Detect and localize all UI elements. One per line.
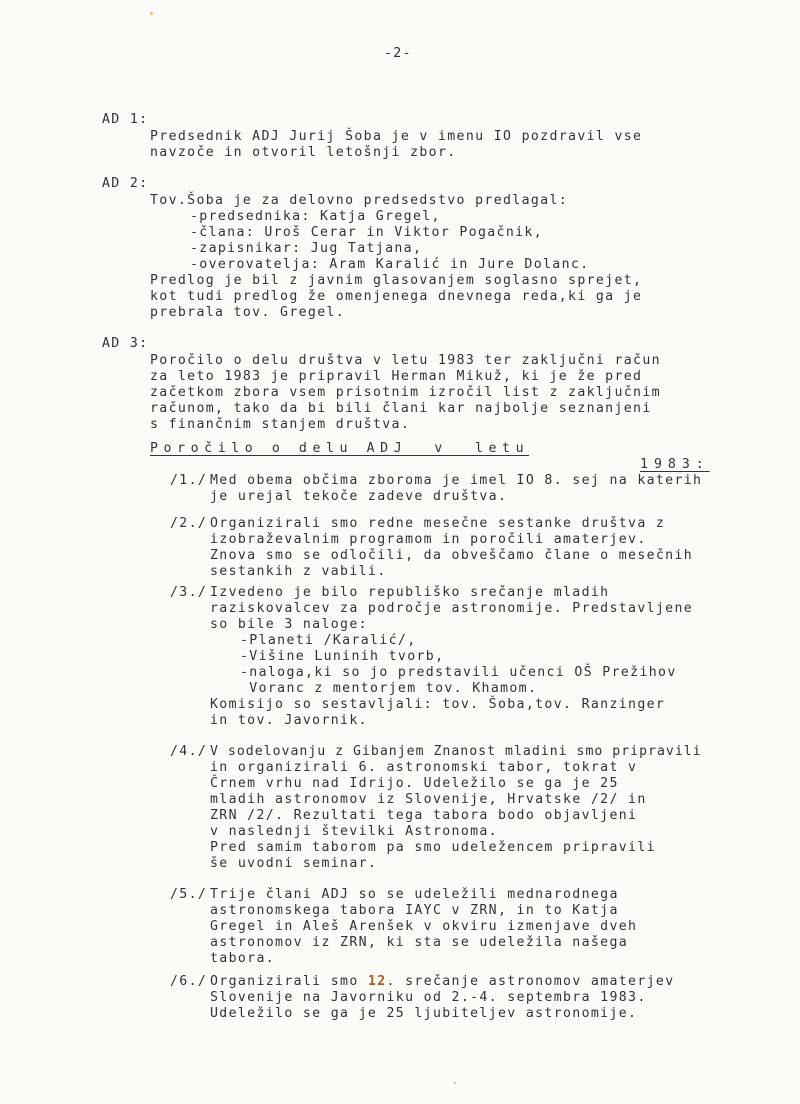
item-line: so bile 3 naloge: [210,617,368,632]
ad2-line: -člana: Uroš Cerar in Viktor Pogačnik, [190,225,544,240]
ad3-intro-line: Poročilo o delu društva v letu 1983 ter zaključni račun [150,353,661,368]
item-line: sestankih z vabili. [210,564,387,579]
ad2-line: Predlog je bil z javnim glasovanjem soglasno sprejet, [150,273,643,288]
item-line: Črnem vrhu nad Idrijo. Udeležilo se ga je 25 [210,776,619,791]
ad2-line: -predsednika: Katja Gregel, [190,209,441,224]
page-number: -2- [384,46,412,61]
item-line: V sodelovanju z Gibanjem Znanost mladini smo pripravili [210,744,702,759]
item-line: Organizirali smo redne mesečne sestanke društva z [210,516,666,531]
item-subitem: Voranc z mentorjem tov. Khamom. [240,681,538,696]
item-number: /4./ [170,744,208,759]
item-line: Gregel in Aleš Arenšek v okviru izmenjave dveh [210,919,638,934]
item-subitem: -naloga,ki so jo predstavili učenci OŠ Prežihov [240,665,677,680]
item-subitem: -Višine Luninih tvorb, [240,649,445,664]
item-number: /1./ [170,473,208,488]
item-line: Med obema občima zboroma je imel IO 8. sej na katerih [210,473,703,488]
ad2-line: prebrala tov. Gregel. [150,305,346,320]
item-line: in tov. Javornik. [210,713,368,728]
item-line: astronomov iz ZRN, ki sta se udeležila našega [210,935,629,950]
report-title-year: 1983: [640,457,710,472]
item-number: /6./ [170,974,208,989]
paper-speck [454,1082,456,1084]
item-line: ZRN /2/. Rezultati tega tabora bodo objavljeni [210,808,638,823]
item-line: je urejal tekoče zadeve društva. [210,489,508,504]
ad1-heading: AD 1: [102,112,149,127]
item-line: Udeležilo se ga je 25 ljubiteljev astronomije. [210,1006,638,1021]
item-line: Slovenije na Javorniku od 2.-4. septembra 1983. [210,990,647,1005]
ad3-intro-line: za leto 1983 je pripravil Herman Mikuž, ki je že pred [150,369,643,384]
ad1-line: navzoče in otvoril letošnji zbor. [150,145,457,160]
item-line: še uvodni seminar. [210,856,378,871]
item-line-pre: Organizirali smo [210,974,368,989]
item-line: raziskovalcev za področje astronomije. Predstavljene [210,601,694,616]
item-line: in organizirali 6. astronomski tabor, tokrat v [210,760,638,775]
ad2-line: -zapisnikar: Jug Tatjana, [190,241,423,256]
item-line: Pred samim taborom pa smo udeležencem pripravili [210,840,656,855]
ad2-line: kot tudi predlog že omenjenega dnevnega reda,ki ga je [150,289,643,304]
item-subitem: -Planeti /Karalić/, [240,633,417,648]
item-line: Komisijo so sestavljali: tov. Šoba,tov. Ranzinger [210,697,666,712]
item-line-first [210,974,675,990]
ad1-line: Predsednik ADJ Jurij Šoba je v imenu IO pozdravil vse [150,129,643,144]
ad2-line: Tov.Šoba je za delovno predsedstvo predlagal: [150,193,569,208]
item-line: Znova smo se odločili, da obveščamo člane o mesečnih [210,548,694,563]
item-line: astronomskega tabora IAYC v ZRN, in to Katja [210,903,619,918]
item-line: mladih astronomov iz Slovenije, Hrvatske /2/ in [210,792,647,807]
ad3-intro-line: začetkom zbora vsem prisotnim izročil list z zaključnim [150,385,661,400]
item-line: tabora. [210,951,276,966]
item-number: /5./ [170,887,208,902]
ad3-intro-line: računom, tako da bi bili člani kar najbolje seznanjeni [150,401,652,416]
item-number: /3./ [170,585,208,600]
ad3-heading: AD 3: [102,336,149,351]
paper-speck [150,12,153,15]
ad2-heading: AD 2: [102,176,149,191]
report-title: Poročilo o delu ADJ v letu [150,441,530,456]
item-number: /2./ [170,516,208,531]
item-line: v naslednji številki Astronoma. [210,824,498,839]
item-line-post: . srečanje astronomov amaterjev [386,974,675,989]
handwritten-number: 12 [367,974,387,989]
ad2-line: -overovatelja: Aram Karalić in Jure Dolanc. [190,257,590,272]
item-line: izobraževalnim programom in poročili amaterjev. [210,532,647,547]
item-line: Trije člani ADJ so se udeležili mednarodnega [210,887,619,902]
ad3-intro-line: s finančnim stanjem društva. [150,417,411,432]
item-line: Izvedeno je bilo republiško srečanje mladih [210,585,610,600]
